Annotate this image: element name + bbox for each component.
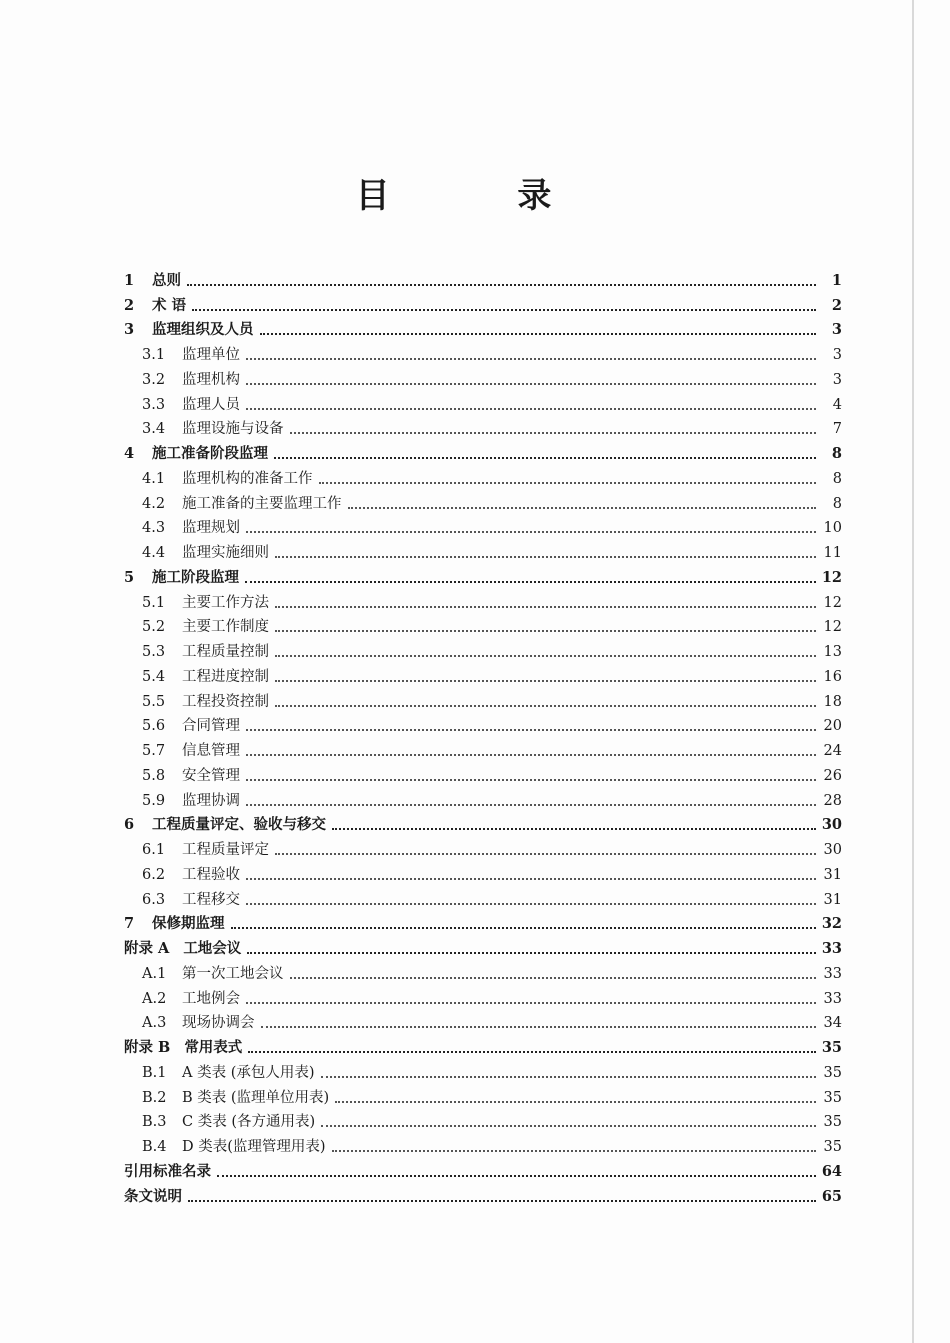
toc-entry-page-number: 10	[823, 520, 842, 537]
toc-entry-page-number: 3	[832, 371, 842, 388]
toc-entry[interactable]	[124, 1132, 842, 1157]
toc-entry-page-number: 3	[831, 321, 842, 339]
toc-entry[interactable]	[124, 984, 842, 1009]
toc-entry-page-number: 30	[823, 842, 842, 858]
dot-leader	[275, 852, 816, 855]
dot-leader	[246, 803, 816, 806]
toc-entry[interactable]	[124, 1108, 842, 1133]
dot-leader	[246, 382, 816, 385]
toc-entry-page-number: 64	[821, 1162, 842, 1180]
dot-leader	[246, 407, 816, 410]
toc-entry-number: 6.2	[142, 866, 166, 883]
toc-entry-title: 监理规划	[182, 520, 240, 537]
toc-entry-page-number: 8	[832, 495, 842, 512]
toc-entry-title: 工程投资控制	[182, 693, 269, 710]
toc-entry-number: B.3	[142, 1114, 167, 1131]
toc-entry-page-number: 20	[823, 718, 842, 735]
toc-entry-title: 工地会议	[183, 940, 242, 957]
toc-entry-page-number: 8	[832, 470, 842, 487]
toc-entry-number: B.1	[142, 1064, 167, 1081]
toc-entry[interactable]	[124, 959, 842, 984]
toc-entry-page-number: 28	[823, 792, 842, 809]
dot-leader	[332, 827, 816, 830]
toc-entry-number: 6.1	[142, 842, 166, 858]
toc-entry-page-number: 2	[831, 296, 842, 314]
toc-entry[interactable]	[124, 316, 842, 341]
toc-entry[interactable]	[124, 291, 842, 316]
toc-entry-title: 合同管理	[182, 718, 240, 735]
toc-entry[interactable]	[124, 464, 842, 489]
toc-entry[interactable]	[124, 736, 842, 761]
dot-leader	[321, 1124, 816, 1127]
toc-entry-title: 保修期监理	[152, 915, 225, 933]
toc-entry[interactable]	[124, 390, 842, 415]
toc-entry-title: 监理实施细则	[182, 545, 269, 561]
dot-leader	[246, 877, 816, 880]
toc-entry-number: 附录 A	[124, 940, 170, 957]
toc-entry[interactable]	[124, 415, 842, 440]
toc-entry[interactable]	[124, 662, 842, 687]
toc-entry-page-number: 11	[823, 545, 842, 561]
toc-entry-title: 信息管理	[182, 743, 240, 759]
toc-entry[interactable]	[124, 1009, 842, 1034]
toc-entry-number: 3.2	[142, 371, 166, 388]
dot-leader	[275, 629, 816, 632]
dot-leader	[192, 308, 816, 311]
dot-leader	[275, 605, 816, 608]
toc-entry-number: 4.1	[142, 470, 166, 487]
toc-entry[interactable]	[124, 563, 842, 588]
toc-entry-title: 引用标准名录	[124, 1162, 211, 1180]
toc-entry-title: 总则	[152, 271, 181, 289]
toc-entry-title: 术 语	[152, 296, 187, 314]
table-of-contents	[124, 266, 842, 1207]
dot-leader	[246, 530, 816, 533]
dot-leader	[187, 283, 816, 286]
dot-leader	[290, 976, 817, 979]
toc-entry-title: 监理机构	[182, 371, 240, 388]
toc-entry-page-number: 16	[823, 668, 842, 685]
dot-leader	[319, 481, 817, 484]
toc-entry[interactable]	[124, 934, 842, 959]
dot-leader	[246, 753, 816, 756]
toc-entry-title: 施工准备的主要监理工作	[182, 495, 342, 512]
toc-entry-number: A.1	[142, 965, 167, 982]
toc-entry-number: 附录 B	[124, 1039, 171, 1056]
dot-leader	[275, 654, 816, 657]
toc-entry-page-number: 30	[821, 816, 842, 834]
dot-leader	[260, 332, 817, 335]
toc-entry[interactable]	[124, 1157, 842, 1182]
dot-leader	[275, 555, 816, 558]
toc-entry-title: C 类表 (各方通用表)	[182, 1114, 316, 1131]
toc-entry-number: 3	[124, 321, 135, 339]
toc-entry-page-number: 31	[823, 891, 842, 908]
toc-entry[interactable]	[124, 910, 842, 935]
dot-leader	[188, 1199, 816, 1202]
dot-leader	[261, 1025, 817, 1028]
toc-entry-title: 工程质量控制	[182, 644, 269, 660]
toc-entry[interactable]	[124, 489, 842, 514]
toc-entry-number: 4	[124, 445, 135, 462]
toc-entry-number: 6.3	[142, 891, 166, 908]
toc-entry-page-number: 4	[832, 396, 842, 413]
toc-entry-number: 2	[124, 296, 135, 314]
dot-leader	[275, 679, 816, 682]
toc-entry-page-number: 33	[823, 965, 842, 982]
toc-entry-title: 主要工作方法	[182, 594, 269, 611]
dot-leader	[275, 704, 816, 707]
toc-entry[interactable]	[124, 761, 842, 786]
toc-entry-page-number: 31	[823, 866, 842, 883]
toc-entry-number: 5.5	[142, 693, 166, 710]
toc-entry[interactable]	[124, 613, 842, 638]
toc-entry-title: 条文说明	[124, 1187, 182, 1205]
toc-entry-title: 第一次工地会议	[182, 965, 284, 982]
toc-entry-page-number: 24	[823, 743, 842, 759]
toc-entry-number: 5.4	[142, 668, 166, 685]
toc-entry-page-number: 7	[832, 421, 842, 438]
toc-entry-page-number: 35	[823, 1114, 842, 1131]
toc-entry-number: 4.4	[142, 545, 166, 561]
toc-entry-number: 3.1	[142, 347, 166, 363]
toc-entry-number: 7	[124, 915, 135, 933]
toc-entry[interactable]	[124, 637, 842, 662]
toc-entry-title: 工程质量评定	[182, 842, 269, 858]
toc-entry-number: B.4	[142, 1139, 167, 1155]
toc-entry-page-number: 12	[823, 619, 842, 636]
toc-entry[interactable]	[124, 1182, 842, 1207]
toc-entry-page-number: 8	[831, 445, 842, 462]
toc-entry[interactable]	[124, 835, 842, 860]
toc-entry-page-number: 26	[823, 767, 842, 784]
toc-entry-title: 安全管理	[182, 767, 240, 784]
toc-entry-title: 工程移交	[182, 891, 240, 908]
toc-entry-page-number: 12	[821, 568, 842, 586]
toc-entry-number: 4.2	[142, 495, 166, 512]
toc-entry-title: 监理协调	[182, 792, 240, 809]
toc-entry-number: 5	[124, 568, 135, 586]
toc-entry-number: 5.9	[142, 792, 166, 809]
dot-leader	[217, 1174, 816, 1177]
toc-entry-title: 现场协调会	[182, 1015, 255, 1032]
toc-entry[interactable]	[124, 687, 842, 712]
toc-entry-page-number: 35	[821, 1039, 842, 1056]
toc-entry-title: 施工准备阶段监理	[152, 445, 268, 462]
toc-entry-number: 5.6	[142, 718, 166, 735]
toc-entry-page-number: 35	[823, 1064, 842, 1081]
toc-entry-page-number: 35	[823, 1139, 842, 1155]
dot-leader	[245, 580, 816, 583]
toc-entry[interactable]	[124, 514, 842, 539]
dot-leader	[290, 431, 817, 434]
toc-entry-title: 工程质量评定、验收与移交	[152, 816, 326, 834]
toc-entry-title: 常用表式	[184, 1039, 243, 1056]
toc-entry-number: 5.1	[142, 594, 166, 611]
toc-entry-number: A.2	[142, 990, 167, 1007]
dot-leader	[246, 357, 816, 360]
toc-entry[interactable]	[124, 885, 842, 910]
toc-entry-title: 施工阶段监理	[152, 568, 239, 586]
toc-entry-page-number: 33	[823, 990, 842, 1007]
toc-entry-number: 5.2	[142, 619, 166, 636]
dot-leader	[246, 728, 816, 731]
toc-entry-title: 监理人员	[182, 396, 240, 413]
dot-leader	[247, 951, 816, 954]
toc-entry-page-number: 3	[832, 347, 842, 363]
toc-entry-title: 工程进度控制	[182, 668, 269, 685]
toc-entry[interactable]	[124, 1058, 842, 1083]
toc-entry[interactable]	[124, 266, 842, 291]
toc-entry-page-number: 35	[823, 1089, 842, 1106]
toc-entry-title: 监理设施与设备	[182, 421, 284, 438]
dot-leader	[274, 456, 816, 459]
toc-entry-page-number: 34	[823, 1015, 842, 1032]
toc-entry-number: 5.8	[142, 767, 166, 784]
toc-entry-title: D 类表(监理管理用表)	[182, 1139, 326, 1155]
toc-entry[interactable]	[124, 1033, 842, 1058]
page-title: 目 录	[355, 176, 610, 216]
toc-entry-title: 监理机构的准备工作	[182, 470, 313, 487]
toc-entry-number: A.3	[142, 1015, 167, 1032]
toc-entry-number: 4.3	[142, 520, 166, 537]
dot-leader	[348, 506, 817, 509]
toc-entry[interactable]	[124, 538, 842, 563]
toc-entry-number: 1	[124, 271, 135, 289]
toc-entry-page-number: 32	[821, 915, 842, 933]
toc-entry[interactable]	[124, 811, 842, 836]
dot-leader	[248, 1050, 816, 1053]
toc-entry[interactable]	[124, 712, 842, 737]
toc-entry-page-number: 33	[821, 940, 842, 957]
toc-entry-number: B.2	[142, 1089, 167, 1106]
toc-entry-number: 5.7	[142, 743, 166, 759]
toc-entry-page-number: 12	[823, 594, 842, 611]
dot-leader	[321, 1075, 816, 1078]
dot-leader	[335, 1100, 816, 1103]
dot-leader	[332, 1149, 816, 1152]
toc-entry-number: 5.3	[142, 644, 166, 660]
toc-entry-page-number: 1	[831, 271, 842, 289]
toc-entry-number: 6	[124, 816, 135, 834]
dot-leader	[246, 778, 816, 781]
toc-entry[interactable]	[124, 439, 842, 464]
toc-entry[interactable]	[124, 365, 842, 390]
toc-entry[interactable]	[124, 588, 842, 613]
toc-entry-number: 3.4	[142, 421, 166, 438]
toc-entry-page-number: 18	[823, 693, 842, 710]
toc-entry[interactable]	[124, 786, 842, 811]
toc-entry-title: 监理组织及人员	[152, 321, 254, 339]
toc-entry-title: B 类表 (监理单位用表)	[182, 1089, 330, 1106]
toc-entry-title: 工程验收	[182, 866, 240, 883]
toc-entry-number: 3.3	[142, 396, 166, 413]
toc-entry-page-number: 65	[821, 1187, 842, 1205]
dot-leader	[231, 926, 816, 929]
toc-entry[interactable]	[124, 1083, 842, 1108]
toc-entry-page-number: 13	[823, 644, 842, 660]
toc-entry-title: A 类表 (承包人用表)	[182, 1064, 315, 1081]
toc-entry-title: 监理单位	[182, 347, 240, 363]
toc-entry-title: 主要工作制度	[182, 619, 269, 636]
toc-entry-title: 工地例会	[182, 990, 240, 1007]
dot-leader	[246, 902, 816, 905]
toc-entry[interactable]	[124, 340, 842, 365]
dot-leader	[246, 1001, 816, 1004]
toc-entry[interactable]	[124, 860, 842, 885]
